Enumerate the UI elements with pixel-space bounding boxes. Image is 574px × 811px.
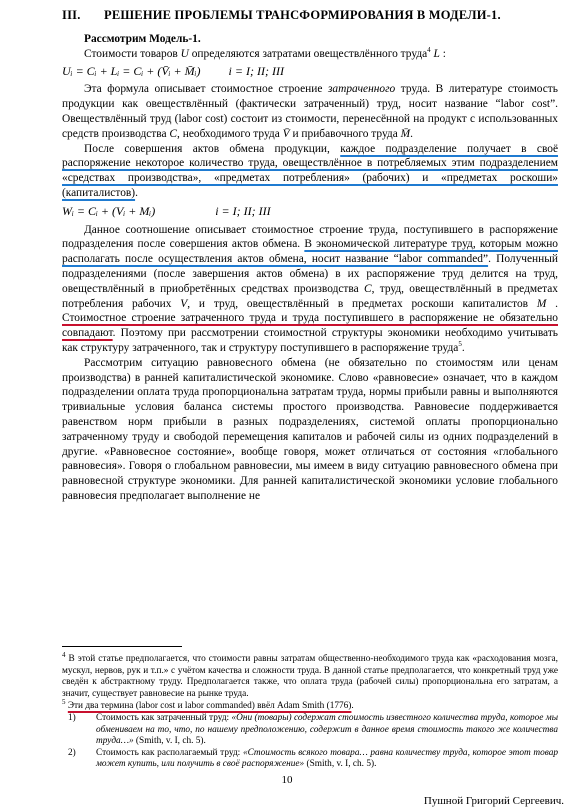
- text: После совершения актов обмена продукции,: [84, 142, 341, 155]
- author-name: Пушной Григорий Сергеевич.: [423, 795, 564, 807]
- footnote-5-list: [62, 713, 558, 771]
- citation: (Smith, v. I, ch. 5).: [304, 759, 377, 770]
- symbol-v: V: [180, 297, 188, 310]
- footnote-5-number: 5: [62, 698, 66, 707]
- formula-2-expression: Wᵢ = Cᵢ + (Vᵢ + Mᵢ): [62, 203, 156, 218]
- symbol-m: M: [536, 297, 547, 310]
- text: , необходимого труда: [177, 127, 283, 140]
- text: Стоимость как затраченный труд:: [96, 712, 232, 723]
- symbol-c: C: [169, 127, 178, 140]
- emphasis: затраченного: [327, 83, 396, 96]
- symbol-u: U: [180, 47, 189, 60]
- footnote-4-text: В этой статье предполагается, что стоимости равны затратам общественно-необходимого труда как «расходования мозга, мускул, нервов, рук и т.п.» с учётом качества и сложности труда. В данной статье предполагается, что конкретный труд уже сведён к абстрактному труду. Предполагается также, что оплата труда (рабочей силы) пропорциональна его затратам, а значит, существует равновесие на рынке труда.: [62, 654, 558, 699]
- section-heading: [62, 8, 501, 23]
- text: , и труд, овеществлённый в предметах роскоши капиталистов: [187, 297, 537, 310]
- list-item-number: 1): [68, 712, 76, 723]
- text: Данное соотношение описывает стоимостное строение труда, поступившего в распоряжение подразделения после совершения актов обмена.: [62, 223, 558, 251]
- section-title: РЕШЕНИЕ ПРОБЛЕМЫ ТРАНСФОРМИРОВАНИЯ В МОДЕЛИ-1.: [104, 8, 501, 22]
- paragraph-1: [62, 47, 558, 62]
- section-number: III.: [62, 8, 81, 22]
- text: определяются затратами овеществлённого труда: [188, 47, 428, 60]
- text: .: [351, 701, 354, 712]
- text: :: [439, 47, 446, 60]
- formula-1-expression: Uᵢ = Cᵢ + Lᵢ = Cᵢ + (V̄ᵢ + M̄ᵢ): [62, 63, 201, 78]
- symbol-c: C: [363, 282, 372, 295]
- symbol-m-bar: M̄: [400, 127, 411, 140]
- formula-2: [62, 204, 558, 219]
- formula-2-index-range: i = I; II; III: [215, 203, 271, 218]
- body-text: [62, 32, 558, 504]
- page-number: 10: [281, 774, 293, 786]
- highlight-blue: В экономической литературе труд, которым можно располагать после осуществления актов обмена, носит название “labor commanded”: [62, 238, 558, 266]
- paragraph-3: [62, 142, 558, 201]
- symbol-v-bar: V̄: [282, 127, 290, 140]
- highlight-blue: каждое подразделение получает в своё распоряжение некоторое количество труда, овеществлённое в потребляемых этим подразделением «средствах производства», «предметах потребления» (рабочих) и «предметах роскоши» (капиталистов): [62, 142, 559, 199]
- text: Стоимости товаров: [84, 47, 181, 60]
- footnotes: [62, 650, 559, 771]
- footnote-4: [62, 650, 558, 700]
- paragraph-5: Рассмотрим ситуацию равновесного обмена (не обязательно по стоимостям или ценам производства) в ранней капиталистической экономике. Слово «равновесие» означает, что в каждом подразделении оплата труда пропорциональна затратам труда, нормы прибыли равны и выполняются тривиальные условия баланса системы простого производства. Равновесие поддерживается равенством норм прибыли в разных подразделениях, системой оплаты пропорционально затраченному труду и свободой перемещения капиталов и рабочей силы из одних подразделений в другие. «Равновесное состояние», вообще говоря, может отличаться от состояния «глобального равновесия». Говоря о глобальном равновесии, мы имеем в виду ситуацию равновесного обмена при равновесной структуре экономики. Для ранней капиталистической экономики условие глобального равновесия предполагает выполнение не: [62, 356, 558, 502]
- text: Стоимость как располагаемый труд:: [96, 747, 243, 758]
- quote: «Они (товары) содержат стоимость известного количества труда, которое мы обмениваем на то, что, по нашему предположению, содержит в данное время стоимость такого же количества труда…»: [96, 712, 559, 747]
- footnote-ref-4[interactable]: 4: [427, 46, 431, 54]
- subheading: Рассмотрим Модель-1.: [84, 33, 201, 45]
- footnote-ref-5[interactable]: 5: [458, 340, 462, 349]
- quote: «Стоимость всякого товара… равна количеству труда, которое этот товар может купить, или получить в своё распоряжение»: [96, 747, 558, 770]
- formula-1-index-range: i = I; II; III: [228, 63, 284, 78]
- text: .: [546, 297, 559, 310]
- text: . Поэтому при рассмотрении стоимостной структуры экономики необходимо учитывать как структуру затраченного, так и структуру поступившего в распоряжение труда: [62, 327, 558, 354]
- citation: (Smith, v. I, ch. 5).: [133, 736, 206, 747]
- text: .: [135, 186, 138, 199]
- highlight-red: Эти два термина (labor cost и labor commanded) ввёл Adam Smith (1776): [67, 701, 352, 712]
- paragraph-4: [62, 223, 558, 356]
- footnote-4-number: 4: [62, 650, 66, 659]
- text: труда. В литературе стоимость продукции как овеществлённый (фактически затраченный) труд, носит название “labor cost”. Овеществлённый труд (labor cost) состоит из стоимости, перенесённой на продукт с использованных средств производства: [62, 83, 558, 140]
- text: .: [410, 127, 413, 140]
- symbol-l: L: [433, 47, 440, 60]
- text: Эта формула описывает стоимостное строение: [84, 83, 328, 96]
- footnote-5: [62, 698, 558, 713]
- list-item: [68, 713, 558, 748]
- list-item: [68, 748, 558, 771]
- formula-1: [62, 64, 558, 79]
- paragraph-2: [62, 82, 558, 141]
- highlight-red: Стоимостное строение затраченного труда и труда поступившего в распоряжение не обязательно совпадают: [62, 312, 558, 340]
- text: и прибавочного труда: [289, 127, 401, 140]
- text: , труд, овеществлённый в предметах потребления рабочих: [62, 282, 559, 310]
- footnote-divider: [62, 646, 182, 647]
- text: .: [461, 341, 465, 354]
- text: . Полученный подразделениями (после завершения актов обмена) в их распоряжение труд делится на труд, овеществлённый в приобретённых средствах производства: [62, 253, 558, 295]
- list-item-number: 2): [68, 747, 76, 758]
